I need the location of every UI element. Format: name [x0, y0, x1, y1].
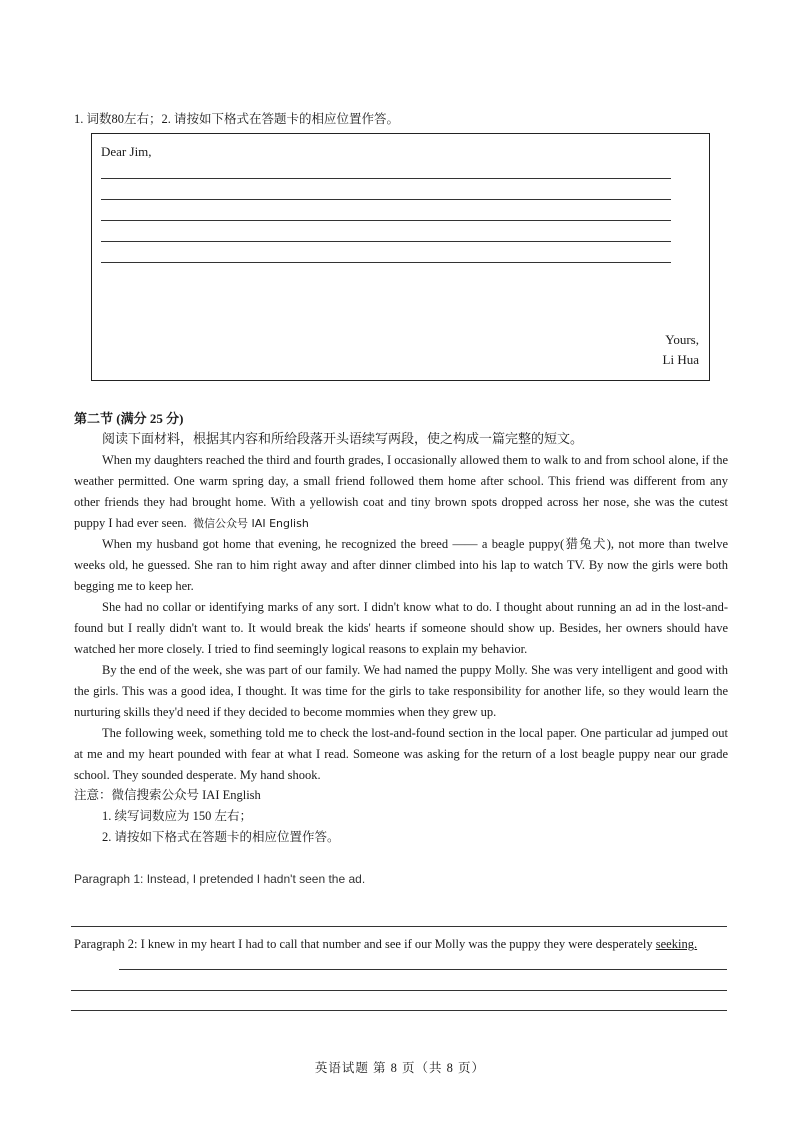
story-text [74, 450, 728, 786]
note-item: 1. 续写词数应为 150 左右； [102, 809, 253, 823]
answer-line [119, 969, 727, 970]
page-footer: 英语试题 第 8 页（共 8 页） [314, 1061, 486, 1075]
paragraph2-text-end: seeking. [655, 937, 698, 951]
letter-answer-box [91, 133, 710, 381]
letter-writing-line [101, 241, 671, 242]
story-paragraph-text: When my husband got home that evening, he recognized the breed [102, 537, 449, 551]
story-paragraph [74, 534, 728, 597]
letter-writing-line [101, 262, 671, 263]
answer-line [71, 990, 727, 991]
chinese-annotation: 猎兔犬 [564, 537, 607, 551]
story-paragraph: The following week, something told me to check the lost-and-found section in the local paper. One particular ad jumped out at me and my heart pounded with fear at what I read. Someone was asking for the return of a lost beagle puppy near our grade school. They sounded desperate. My hand shook. [74, 726, 728, 782]
story-paragraph: By the end of the week, she was part of our family. We had named the puppy Molly. She was very intelligent and good with the girls. This was a good idea, I thought. It was time for the girls to take responsibility for another life, so they would learn the nurturing skills they'd need if they decided to become mommies when they grew up. [74, 663, 728, 719]
story-paragraph-text: When my daughters reached the third and fourth grades, I occasionally allowed them to walk to and from school alone, if the weather permitted. One warm spring day, a small friend followed them home after school. This friend was different from any other friends they had brought home. With a yellowish coat and tiny brown spots dropped across her nose, she was the cutest puppy I had ever seen. [74, 453, 728, 530]
section-heading: 第二节 (满分 25 分) [74, 411, 184, 426]
paragraph2-opening [74, 934, 728, 955]
letter-salutation: Dear Jim, [101, 144, 152, 159]
answer-line [71, 1010, 727, 1011]
letter-closing: Yours, [665, 332, 699, 347]
story-paragraph-text: ), not more than twelve weeks old, he guessed. She ran to him right away and after dinner climbed into his lap to watch TV. By now the girls were both begging me to keep her. [74, 537, 729, 593]
section-instruction: 阅读下面材料，根据其内容和所给段落开头语续写两段，使之构成一篇完整的短文。 [102, 431, 584, 446]
paragraph2-text: Paragraph 2: I knew in my heart I had to call that number and see if our Molly was the puppy they were desperately [74, 937, 653, 951]
story-paragraph: She had no collar or identifying marks of any sort. I didn't know what to do. I thought about running an ad in the lost-and-found but I really didn't want to. It would break the kids' hearts if someone should show up. Besides, her owners should have watched her more closely. I tried to find seemingly logical reasons to explain my behavior. [74, 600, 728, 656]
paragraph1-opening: Paragraph 1: Instead, I pretended I hadn't seen the ad. [74, 872, 366, 886]
answer-line [71, 926, 727, 927]
writing-requirements: 1. 词数80左右；2. 请按如下格式在答题卡的相应位置作答。 [74, 112, 400, 126]
notes-heading: 注意：微信搜索公众号 IAI English [74, 788, 261, 802]
letter-signature: Li Hua [662, 352, 699, 367]
story-paragraph-text: a beagle puppy( [481, 537, 565, 551]
note-item: 2. 请按如下格式在答题卡的相应位置作答。 [102, 830, 340, 844]
watermark-text: 微信公众号 IAI English [193, 517, 309, 530]
letter-writing-line [101, 178, 671, 179]
letter-writing-line [101, 220, 671, 221]
letter-writing-line [101, 199, 671, 200]
dash: —— [452, 537, 478, 551]
story-paragraph [74, 450, 728, 534]
